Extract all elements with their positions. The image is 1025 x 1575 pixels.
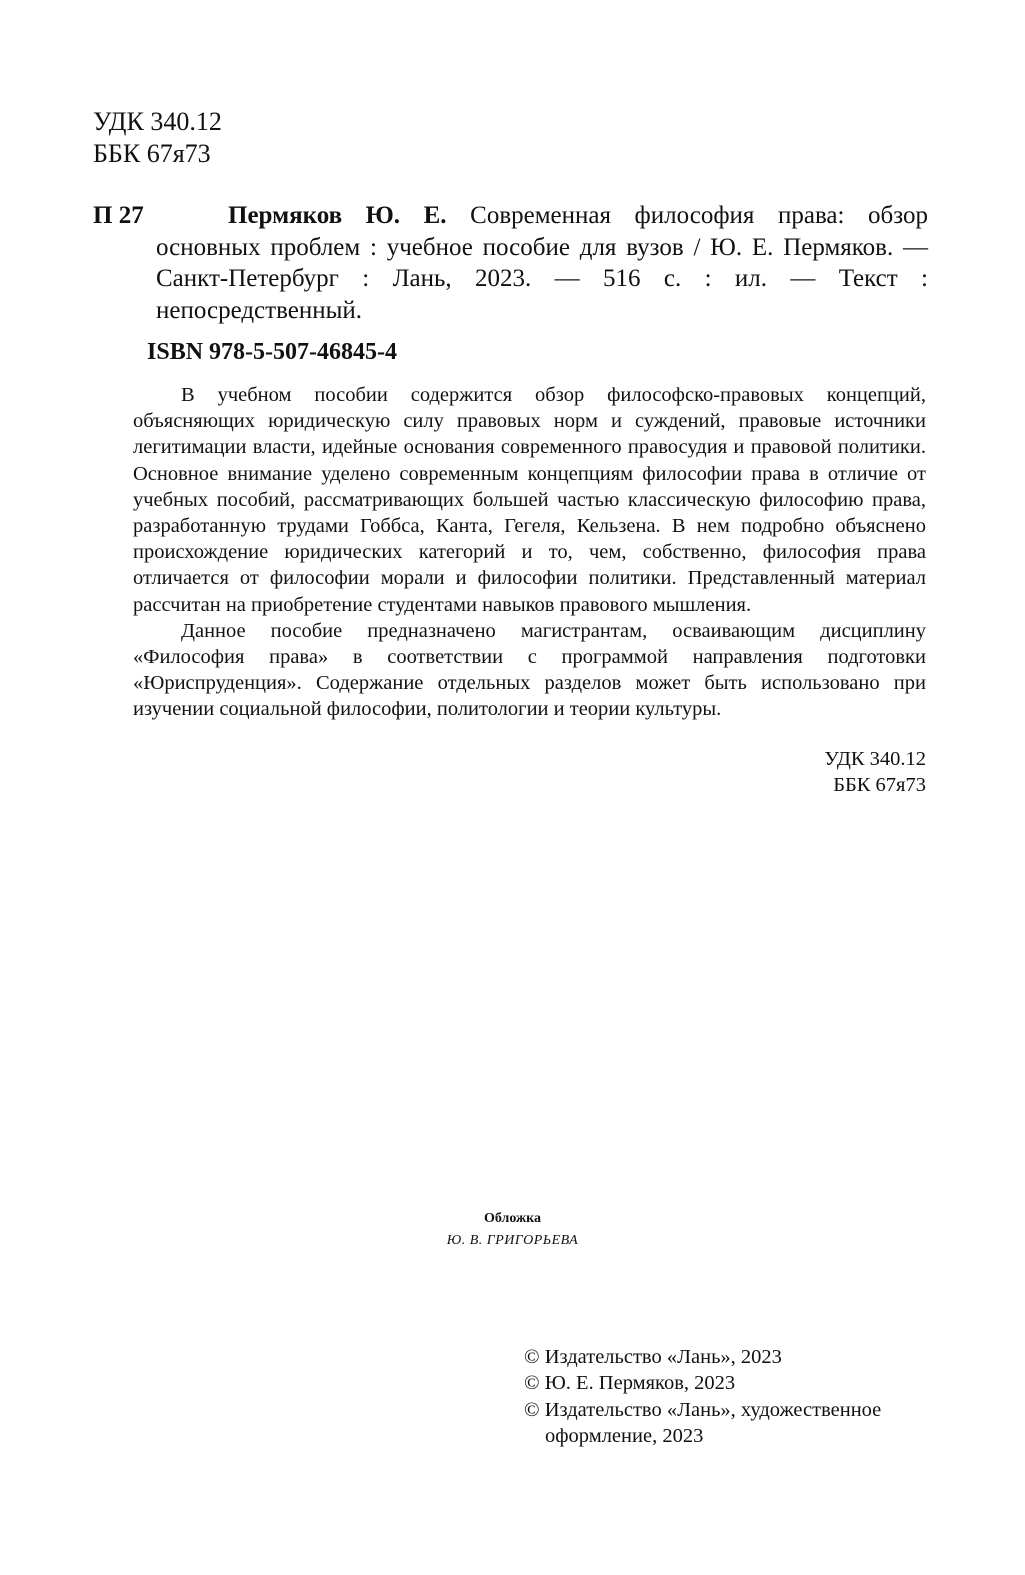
- annotation-paragraph-1: В учебном пособии содержится обзор философско-правовых концепций, объясняющих юридическую силу правовых норм и суждений, правовые источники легитимации власти, идейные основания современного правосудия и правовой политики. Основное внимание уделено современным концепциям философии права в отличие от учебных пособий, рассматривающих большей частью классическую философию права, разработанную трудами Гоббса, Канта, Гегеля, Кельзена. В нем подробно объяснено происхождение юридических категорий и то, чем, собственно, философия права отличается от философии морали и философии политики. Представленный материал рассчитан на приобретение студентами навыков правового мышления.: [133, 384, 926, 616]
- copyright-line-3: © Издательство «Лань», художественное: [524, 1398, 882, 1421]
- udk-code-repeat: УДК 340.12: [824, 748, 926, 770]
- header-classification-codes: [93, 106, 222, 170]
- author-shelfmark: П 27: [93, 202, 144, 229]
- cover-designer: Ю. В. ГРИГОРЬЕВА: [446, 1233, 579, 1248]
- copyright-block: [524, 1344, 944, 1449]
- bibliographic-entry: [93, 200, 928, 326]
- cover-credit: [0, 1208, 1025, 1252]
- copyright-line-2: © Ю. Е. Пермяков, 2023: [524, 1372, 736, 1395]
- description-text: Современная философия права: обзор основных проблем : учебное пособие для вузов / Ю. Е. Пермяков. — Санкт-Петербург : Лань, 2023. — 516 с. : ил. — Текст : непосредственный.: [156, 202, 929, 324]
- bbk-code-repeat: ББК 67я73: [833, 774, 926, 796]
- annotation-paragraph-2: Данное пособие предназначено магистрантам, осваивающим дисциплину «Философия права» в соответствии с программой направления подготовки «Юриспруденция». Содержание отдельных разделов может быть использовано при изучении социальной философии, политологии и теории культуры.: [133, 619, 926, 721]
- author-name: Пермяков Ю. Е.: [228, 202, 447, 229]
- udk-code: УДК 340.12: [93, 107, 222, 136]
- copyright-line-3-continued: оформление, 2023: [545, 1424, 704, 1447]
- annotation: [133, 382, 926, 723]
- copyright-line-1: © Издательство «Лань», 2023: [524, 1346, 782, 1368]
- cover-label: Обложка: [483, 1211, 542, 1226]
- bbk-code: ББК 67я73: [93, 139, 211, 168]
- bibliographic-description: [156, 200, 928, 326]
- isbn: ISBN 978-5-507-46845-4: [147, 339, 397, 365]
- footer-classification-codes: [824, 746, 926, 798]
